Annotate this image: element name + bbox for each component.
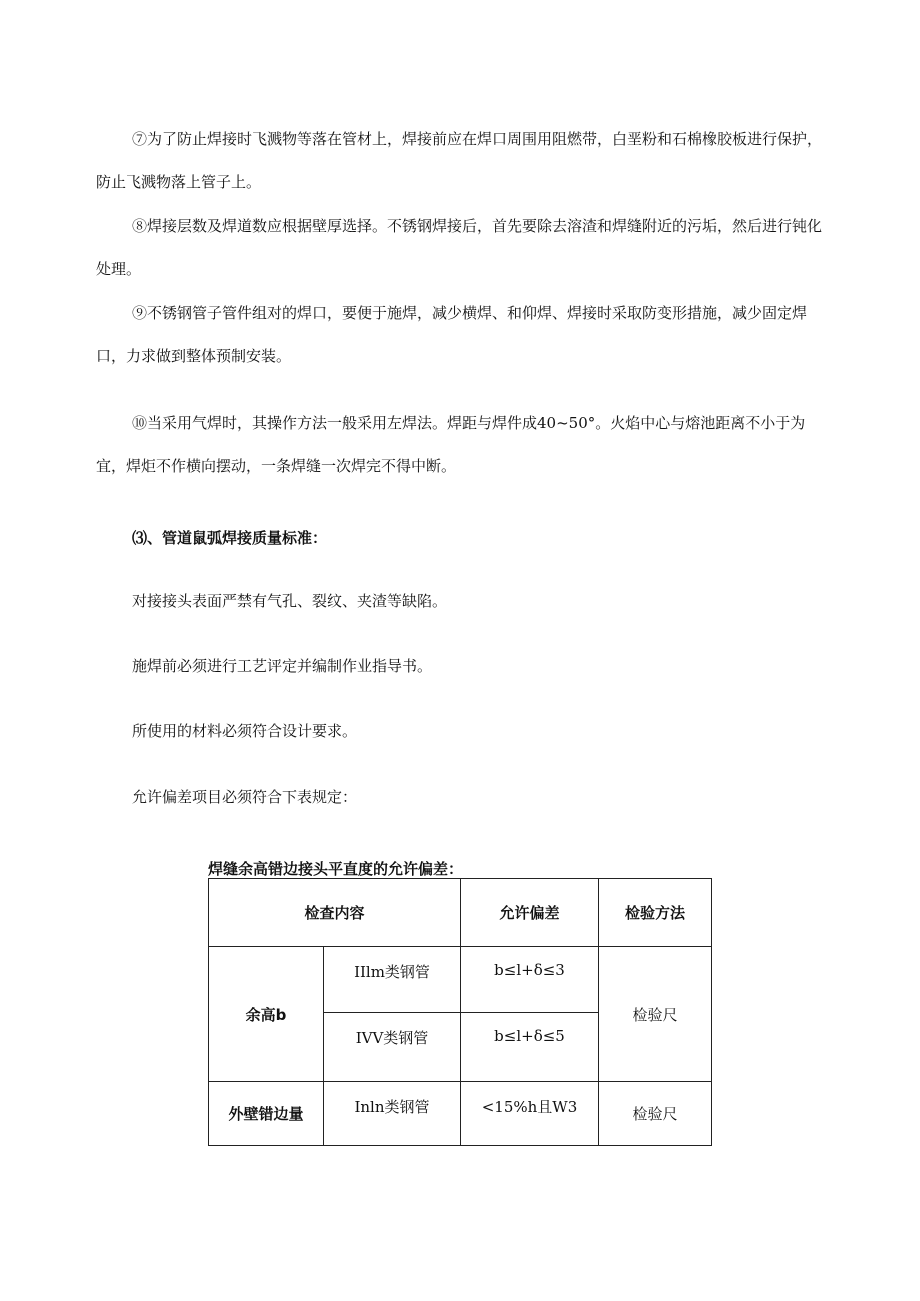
- paragraph-7: ⑦为了防止焊接时飞溅物等落在管材上，焊接前应在焊口周围用阻燃带，白垩粉和石棉橡胶板进行保护，防止飞溅物落上管子上。: [96, 130, 823, 191]
- header-tolerance: 允许偏差: [461, 879, 599, 947]
- tolerance-cell: b≤l+δ≤5: [461, 1013, 599, 1082]
- standard-item: 允许偏差项目必须符合下表规定：: [132, 788, 358, 806]
- table-header-row: [209, 879, 712, 947]
- standard-item: 所使用的材料必须符合设计要求。: [132, 722, 358, 740]
- standard-item: 施焊前必须进行工艺评定并编制作业指导书。: [132, 657, 433, 675]
- misalign-label: 外壁错边量: [209, 1082, 324, 1146]
- tolerance-cell: <15%h且W3: [461, 1082, 599, 1146]
- table-row: [209, 1082, 712, 1146]
- table-title: 焊缝余高错边接头平直度的允许偏差：: [208, 860, 464, 878]
- paragraph-10: ⑩当采用气焊时，其操作方法一般采用左焊法。焊距与焊件成40~50°。火焰中心与熔池距离不小于为宜，焊炬不作横向摆动，一条焊缝一次焊完不得中断。: [96, 414, 806, 475]
- table-row: [209, 947, 712, 1013]
- steel-type-cell: IIlm类钢管: [324, 947, 461, 1013]
- tolerance-cell: b≤l+δ≤3: [461, 947, 599, 1013]
- section-heading: ⑶、管道鼠弧焊接质量标准：: [132, 529, 328, 547]
- method-cell: 检验尺: [599, 947, 712, 1082]
- header-content: 检查内容: [209, 879, 461, 947]
- steel-type-cell: Inln类钢管: [324, 1082, 461, 1146]
- reinforcement-label: 余高b: [209, 947, 324, 1082]
- tolerance-table: [208, 878, 712, 1146]
- paragraph-9: ⑨不锈钢管子管件组对的焊口，要便于施焊，减少横焊、和仰焊、焊接时采取防变形措施，减少固定焊口，力求做到整体预制安装。: [96, 304, 808, 365]
- method-cell: 检验尺: [599, 1082, 712, 1146]
- paragraph-8: ⑧焊接层数及焊道数应根据壁厚选择。不锈钢焊接后，首先要除去溶渣和焊缝附近的污垢，然后进行钝化处理。: [96, 217, 823, 278]
- header-method: 检验方法: [599, 879, 712, 947]
- standard-item: 对接接头表面严禁有气孔、裂纹、夹渣等缺陷。: [132, 592, 448, 610]
- steel-type-cell: IVV类钢管: [324, 1013, 461, 1082]
